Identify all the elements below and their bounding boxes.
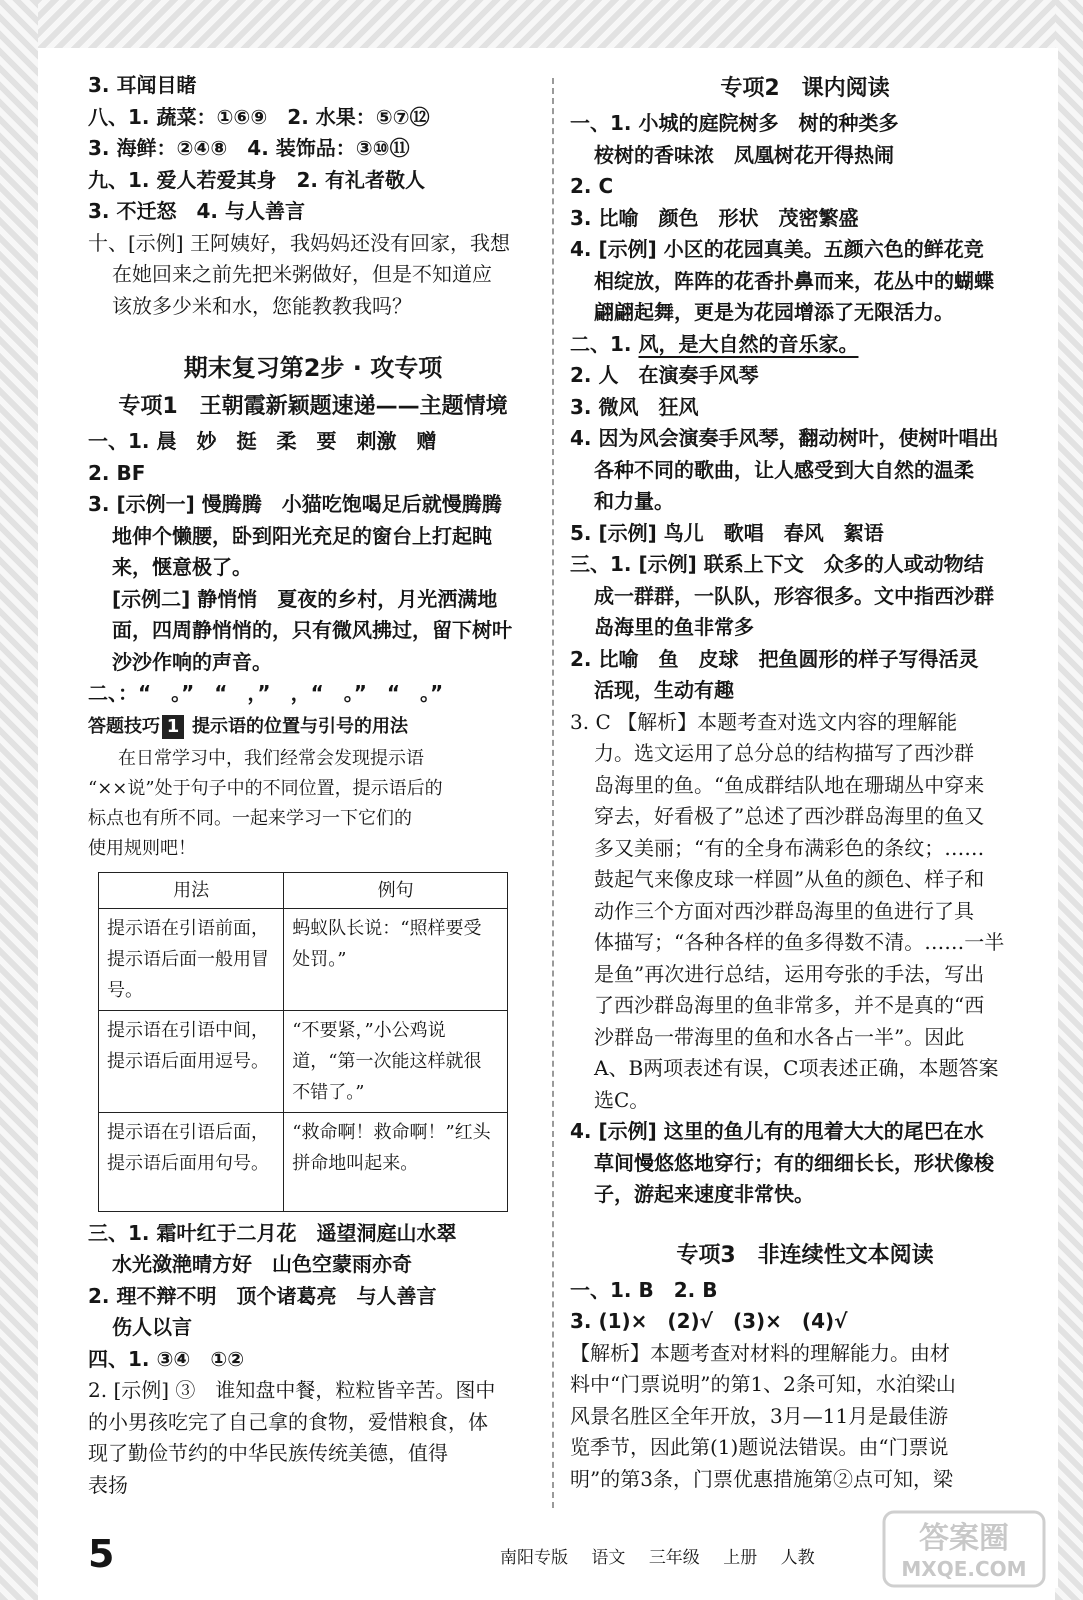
footer-subject: 语文: [591, 1548, 626, 1568]
footer-info: [500, 1543, 833, 1568]
table-cell: 提示语在引语前面，提示语后面一般用冒号。: [99, 908, 284, 1010]
answer-line: 4. [示例] 这里的鱼儿有的甩着大大的尾巴在水: [570, 1119, 984, 1143]
answer-line: 一、1. 小城的庭院树多 树的种类多: [570, 111, 899, 135]
answer-line: 2. C: [570, 174, 614, 198]
table-cell: 蚂蚁队长说：“照样要受处罚。”: [284, 908, 508, 1010]
table-header: 用法: [99, 872, 284, 908]
tip-title: 提示语的位置与引号的用法: [192, 715, 408, 737]
left-column: [88, 70, 538, 1501]
page-border-left: [0, 0, 38, 1600]
analysis-line: 【解析】本题考查对材料的理解能力。由材: [570, 1340, 950, 1365]
answer-line: 沙沙作响的声音。: [112, 649, 272, 674]
analysis-line: 是鱼”再次进行总结，运用夸张的手法，写出: [594, 961, 985, 986]
tip-text-line: 标点也有所不同。一起来学习一下它们的: [88, 807, 412, 829]
answer-line: 三、1. [示例] 联系上下文 众多的人或动物结: [570, 552, 984, 576]
page-number: 5: [88, 1532, 115, 1576]
answer-line: 3. 耳闻目睹: [88, 73, 197, 97]
right-column: [570, 70, 1040, 1495]
analysis-line: 料中“门票说明”的第1、2条可知，水泊梁山: [570, 1372, 956, 1396]
page-border-right: [1055, 0, 1083, 1600]
answer-line: 二、：“ 。” “ ，” ，“ 。” “ 。”: [88, 681, 444, 705]
page-border-top: [0, 0, 1083, 48]
answer-line: 4. [示例] 小区的花园真美。五颜六色的鲜花竞: [570, 237, 984, 261]
question-label: 二、1.: [570, 331, 632, 356]
footer-edition: 南阳专版: [500, 1548, 568, 1568]
watermark-text-bottom: MXQE.COM: [901, 1557, 1027, 1581]
table-cell: 提示语在引语中间，提示语后面用逗号。: [99, 1010, 284, 1112]
topic-title: 专项1 王朝霞新颖题速递——主题情境: [118, 394, 508, 419]
analysis-line: 力。选文运用了总分总的结构描写了西沙群: [594, 741, 974, 765]
answer-line: 5. [示例] 鸟儿 歌唱 春风 絮语: [570, 520, 884, 545]
answer-line: 面，四周静悄悄的，只有微风拂过，留下树叶: [112, 618, 512, 642]
answer-line: 3. (1)× (2)√ (3)× (4)√: [570, 1309, 848, 1333]
answer-tip-heading: [88, 710, 538, 744]
analysis-line: 览季节，因此第(1)题说法错误。由“门票说: [570, 1435, 949, 1459]
answer-line: 十、[示例] 王阿姨好，我妈妈还没有回家，我想: [88, 230, 510, 255]
answer-line: 岛海里的鱼非常多: [594, 615, 754, 639]
table-header: 例句: [284, 872, 508, 908]
topic-title: 专项2 课内阅读: [720, 76, 890, 101]
answer-line: 3. [示例一] 慢腾腾 小猫吃饱喝足后就慢腾腾: [88, 492, 502, 516]
answer-line: 各种不同的歌曲，让人感受到大自然的温柔: [594, 457, 974, 482]
analysis-line: A、B两项表述有误，C项表述正确，本题答案: [594, 1056, 999, 1080]
analysis-line: 了西沙群岛海里的鱼非常多，并不是真的“西: [594, 993, 985, 1017]
answer-line: 相绽放，阵阵的花香扑鼻而来，花丛中的蝴蝶: [594, 268, 994, 293]
answer-line: 桉树的香味浓 凤凰树花开得热闹: [594, 142, 894, 167]
answer-line: 表扬: [88, 1472, 128, 1497]
analysis-line: 选C。: [594, 1087, 650, 1112]
answer-line: 伤人以言: [112, 1315, 192, 1339]
answer-line: 活现，生动有趣: [594, 678, 734, 702]
analysis-line: 动作三个方面对西沙群岛海里的鱼进行了具: [594, 898, 974, 923]
tip-prefix: 答题技巧: [88, 715, 160, 737]
answer-line: 3. 比喻 颜色 形状 茂密繁盛: [570, 205, 859, 230]
answer-line: 翩翩起舞，更是为花园增添了无限活力。: [594, 300, 954, 324]
answer-line: 草间慢悠悠地穿行；有的细细长长，形状像梭: [594, 1150, 994, 1175]
answer-line: 八、1. 蔬菜：①⑥⑨ 2. 水果：⑤⑦⑫: [88, 104, 430, 129]
answer-line: 2. 理不辩不明 顶个诸葛亮 与人善言: [88, 1283, 437, 1308]
footer-publisher: 人教: [780, 1548, 815, 1568]
table-cell: “不要紧，”小公鸡说道，“第一次能这样就很不错了。”: [284, 1010, 508, 1112]
answer-line: 2. 人 在演奏手风琴: [570, 363, 759, 387]
watermark-text-top: 答案圈: [919, 1521, 1009, 1556]
analysis-line: 多又美丽；“有的全身布满彩色的条纹；……: [594, 835, 985, 860]
analysis-line: 鼓起气来像皮球一样圆”从鱼的颜色、样子和: [594, 867, 985, 891]
tip-text-line: 在日常学习中，我们经常会发现提示语: [118, 747, 424, 769]
analysis-line: 明”的第3条，门票优惠措施第②点可知，梁: [570, 1466, 953, 1491]
topic-title: 专项3 非连续性文本阅读: [676, 1242, 934, 1268]
answer-line: 地伸个懒腰，卧到阳光充足的窗台上打起盹: [112, 523, 492, 548]
tip-number-badge: 1: [162, 715, 184, 739]
footer-grade: 三年级: [648, 1548, 700, 1568]
table-row: [99, 908, 508, 1010]
usage-table: [98, 872, 508, 1212]
table-row: [99, 1010, 508, 1112]
answer-line: 3. 不迁怒 4. 与人善言: [88, 199, 305, 223]
answer-line: 3. 微风 狂风: [570, 394, 699, 419]
analysis-line: 3. C 【解析】本题考查对选文内容的理解能: [570, 709, 958, 734]
analysis-line: 穿去，好看极了”总述了西沙群岛海里的鱼又: [594, 804, 985, 828]
answer-line: 水光潋滟晴方好 山色空蒙雨亦奇: [112, 1252, 412, 1276]
answer-line: [示例二] 静悄悄 夏夜的乡村，月光洒满地: [112, 586, 498, 611]
table-cell: 提示语在引语后面，提示语后面用句号。: [99, 1112, 284, 1211]
answer-line: 现了勤俭节约的中华民族传统美德，值得: [88, 1441, 448, 1465]
answer-line: 来，惬意极了。: [112, 555, 252, 579]
answer-line: 和力量。: [594, 489, 674, 513]
underlined-answer: 风，是大自然的音乐家。: [638, 331, 859, 356]
answer-line: 三、1. 霜叶红于二月花 遥望洞庭山水翠: [88, 1220, 457, 1245]
answer-line: 一、1. B 2. B: [570, 1277, 718, 1302]
analysis-line: 沙群岛一带海里的鱼和水各占一半”。因此: [594, 1024, 965, 1049]
watermark-logo: [880, 1508, 1048, 1590]
answer-line: 3. 海鲜：②④⑧ 4. 装饰品：③⑩⑪: [88, 136, 410, 160]
tip-text-line: “××说”处于句子中的不同位置，提示语后的: [88, 777, 443, 799]
analysis-line: 岛海里的鱼。“鱼成群结队地在珊瑚丛中穿来: [594, 772, 985, 797]
answer-line: 该放多少米和水，您能教教我吗？: [112, 293, 412, 318]
tip-text-line: 使用规则吧！: [88, 837, 196, 859]
answer-line: 四、1. ③④ ①②: [88, 1346, 245, 1371]
answer-line: 4. 因为风会演奏手风琴，翻动树叶，使树叶唱出: [570, 426, 999, 450]
column-divider: [552, 78, 554, 1508]
analysis-line: 风景名胜区全年开放，3月—11月是最佳游: [570, 1403, 949, 1428]
answer-line: 2. [示例] ③ 谁知盘中餐，粒粒皆辛苦。图中: [88, 1378, 496, 1402]
answer-line: 2. 比喻 鱼 皮球 把鱼圆形的样子写得活灵: [570, 646, 979, 671]
answer-line: 的小男孩吃完了自己拿的食物，爱惜粮食，体: [88, 1409, 488, 1434]
answer-line: 在她回来之前先把米粥做好，但是不知道应: [112, 262, 492, 286]
answer-line: 2. BF: [88, 460, 146, 485]
table-cell: “救命啊！救命啊！”红头拼命地叫起来。: [284, 1112, 508, 1211]
answer-line: 成一群群，一队队，形容很多。文中指西沙群: [594, 583, 994, 608]
answer-line: [570, 329, 1040, 361]
answer-line: 九、1. 爱人若爱其身 2. 有礼者敬人: [88, 167, 425, 192]
analysis-line: 体描写；“各种各样的鱼多得数不清。……一半: [594, 930, 1005, 954]
section-title: 期末复习第2步 · 攻专项: [183, 354, 443, 382]
footer-volume: 上册: [723, 1548, 758, 1568]
table-row: [99, 1112, 508, 1211]
answer-line: 子，游起来速度非常快。: [594, 1182, 814, 1206]
answer-line: 一、1. 晨 妙 挺 柔 要 刺激 赠: [88, 429, 437, 453]
